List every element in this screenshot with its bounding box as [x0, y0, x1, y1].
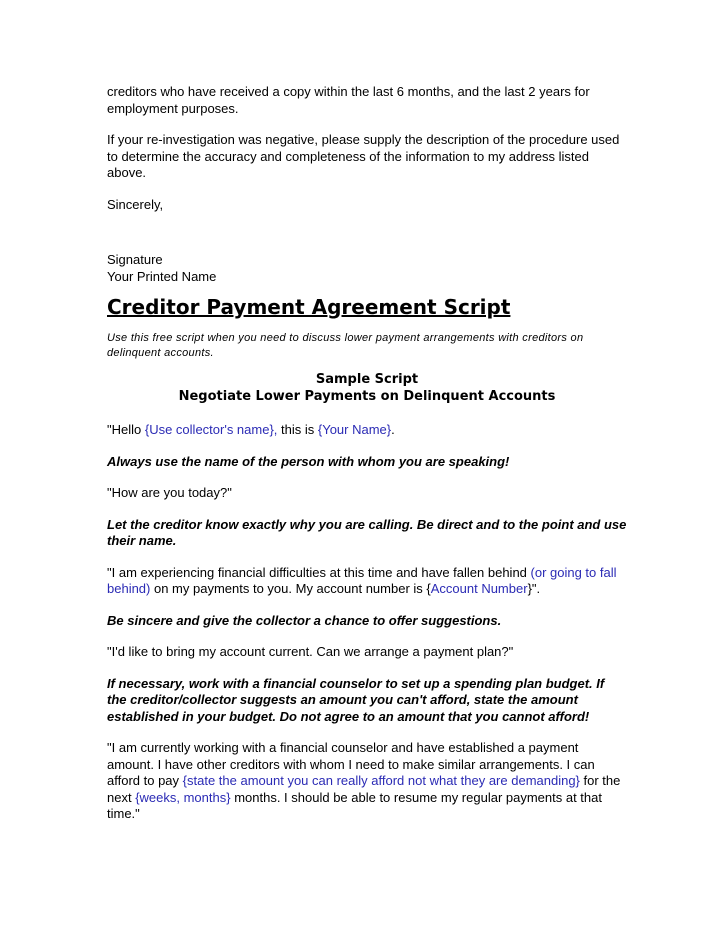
- script-line: "I'd like to bring my account current. Can we arrange a payment plan?": [107, 644, 514, 659]
- placeholder-text: {weeks, months}: [135, 789, 231, 805]
- section-intro: Use this free script when you need to discuss lower payment arrangements with creditors on delinquent accounts.: [107, 332, 584, 359]
- placeholder-text: {Use collector's name},: [144, 422, 278, 437]
- script-title-block: [107, 371, 627, 405]
- placeholder-text: Account Number: [430, 581, 528, 596]
- script-tip: If necessary, work with a financial counselor to set up a spending plan budget. If the creditor/collector suggests an amount you can't afford, state the amount established in your budget. Do not agree to an amount that you cannot afford!: [107, 675, 605, 724]
- printed-name-line: Your Printed Name: [107, 268, 217, 284]
- signature-line: Signature: [107, 252, 163, 267]
- script-line: "How are you today?": [107, 485, 232, 500]
- script-line: "I am currently working with a financial counselor and have established a payment amount. I have other creditors with whom I need to make similar arrangements. I can afford to pay {state the amount you can really afford not what they are demanding} for the next {weeks, months} months. I should be able to resume my regular payments at that time.": [107, 740, 621, 821]
- document-page: [107, 84, 627, 823]
- letter-paragraph: If your re-investigation was negative, please supply the description of the procedure used to determine the accuracy and completeness of the information to my address listed above.: [107, 132, 620, 180]
- placeholder-text: {state the amount you can really afford not what they are demanding}: [182, 773, 580, 788]
- script-title: Sample Script: [315, 372, 419, 387]
- script-subtitle: Negotiate Lower Payments on Delinquent Accounts: [178, 389, 556, 404]
- script-line: "Hello {Use collector's name}, this is {Your Name}.: [107, 422, 395, 437]
- section-heading: Creditor Payment Agreement Script: [107, 295, 511, 319]
- script-tip: Let the creditor know exactly why you are calling. Be direct and to the point and use their name.: [107, 516, 627, 548]
- letter-paragraph: creditors who have received a copy within the last 6 months, and the last 2 years for employment purposes.: [107, 84, 590, 116]
- script-tip: Always use the name of the person with whom you are speaking!: [107, 453, 510, 469]
- placeholder-text: {Your Name}: [317, 422, 392, 437]
- letter-closing: Sincerely,: [107, 196, 164, 212]
- script-tip: Be sincere and give the collector a chance to offer suggestions.: [107, 612, 502, 628]
- placeholder-text: (or going to fall behind): [107, 564, 617, 596]
- script-line: "I am experiencing financial difficulties at this time and have fallen behind (or going to fall behind) on my payments to you. My account number is {Account Number}".: [107, 564, 617, 596]
